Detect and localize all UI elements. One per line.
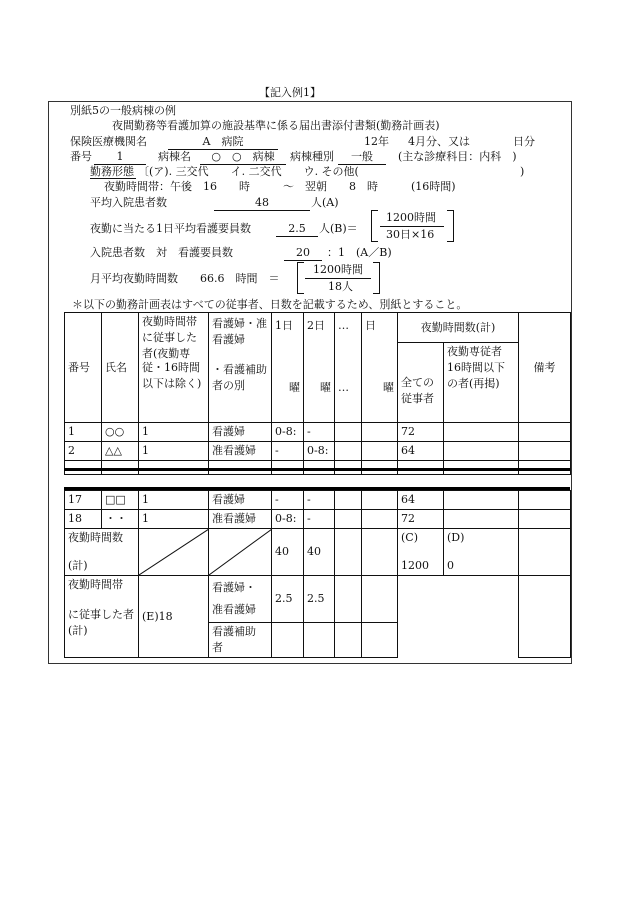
header-night-total: 夜勤時間数(計) (398, 313, 519, 343)
sum-day-1: 40 (272, 529, 304, 576)
table-row: 18 ・・ 1 准看護婦 0-8: - 72 (65, 510, 571, 529)
band-label: 夜勤時間帯 に従事した者 (計) (65, 576, 139, 658)
schedule-table-bottom (64, 490, 571, 658)
sum-diagonal-2 (209, 529, 272, 576)
note-text: ＊以下の勤務計画表はすべての従事者、日数を記載するため、別紙とすること。 (72, 298, 468, 311)
ratio-label: 入院患者数 対 看護要員数 (90, 246, 233, 259)
band-day-1: 2.5 (272, 576, 304, 623)
monthly-fraction-bar (305, 278, 371, 279)
day-text: 日分 (513, 135, 535, 148)
institution-label: 保険医療機関名 (70, 135, 147, 148)
header-day-2: 2日 曜 (304, 313, 335, 423)
header-staff-type: 看護婦・准看護婦 ・看護補助者の別 (209, 313, 272, 423)
band-row (65, 576, 571, 623)
work-form-label: 勤務形態 (90, 165, 134, 178)
night-staff-denominator: 30日×16 (386, 228, 435, 241)
night-staff-value: 2.5 (276, 222, 318, 237)
department-text: (主な診療科目：内科 ) (398, 150, 517, 163)
monthly-denominator: 18人 (328, 280, 353, 293)
band-day-2: 2.5 (304, 576, 335, 623)
example-label: 【記入例1】 (259, 86, 321, 99)
table-row: 17 □□ 1 看護婦 - - 64 (65, 491, 571, 510)
avg-patients-label: 平均入院患者数 (90, 196, 167, 209)
night-staff-bracket-right (447, 210, 454, 242)
night-staff-label: 夜勤に当たる1日平均看護要員数 (90, 222, 251, 235)
sum-d: (D) 0 (444, 529, 519, 576)
schedule-table-top (64, 312, 571, 475)
ward-type-label: 病棟種別 (290, 150, 334, 163)
monthly-numerator: 1200時間 (313, 263, 363, 276)
sum-row (65, 529, 571, 576)
year-text: 12年 (364, 135, 389, 148)
header-day-n: 日 曜 (362, 313, 398, 423)
band-type-2: 看護補助者 (209, 623, 272, 658)
night-hours-text: 夜勤時間帯：午後 16 時 〜 翌朝 8 時 (16時間) (104, 180, 456, 193)
table-break-top (64, 468, 570, 471)
monthly-bracket-left (297, 262, 304, 294)
ward-label: 病棟名 (158, 150, 191, 163)
sum-c: (C) 1200 (398, 529, 444, 576)
institution-name: A 病院 (168, 135, 278, 150)
night-staff-numerator: 1200時間 (386, 211, 436, 224)
header-dedicated: 夜勤専従者16時間以下の者(再掲) (444, 343, 519, 423)
work-form-close: ) (520, 165, 525, 178)
work-form-underline (90, 178, 136, 179)
header-number: 番号 (65, 313, 102, 423)
form-title: 夜間勤務等看護加算の施設基準に係る届出書添付書類(勤務計画表) (112, 119, 440, 132)
sum-label: 夜勤時間数 (計) (65, 529, 139, 576)
work-form-options: 〔(ア). 三交代 イ. 二交代 ウ. その他( (138, 165, 359, 178)
table-row: 1 ○○ 1 看護婦 0-8: - 72 (65, 423, 571, 442)
monthly-bracket-right (373, 262, 380, 294)
night-staff-unit: 人(B)＝ (319, 222, 358, 235)
band-type-1: 看護婦・准看護婦 (209, 576, 272, 623)
sum-day-2: 40 (304, 529, 335, 576)
header-name: 氏名 (102, 313, 139, 423)
ward-type-value: 一般 (338, 150, 386, 165)
header-night-band: 夜勤時間帯に従事した者(夜勤専 従・16時間以下は除く) (139, 313, 209, 423)
header-remarks: 備考 (519, 313, 571, 423)
number-label: 番号 (70, 150, 92, 163)
header-all-staff: 全ての従事者 (398, 343, 444, 423)
band-e: (E)18 (139, 576, 209, 658)
avg-patients-unit: 人(A) (311, 196, 339, 209)
attachment-label: 別紙5の一般病棟の例 (70, 104, 176, 117)
avg-patients-value: 48 (214, 196, 310, 211)
ratio-value: 20 (284, 246, 322, 261)
night-staff-fraction-bar (380, 226, 444, 227)
header-day-1: 1日 曜 (272, 313, 304, 423)
header-dots: … … (335, 313, 362, 423)
sum-diagonal-1 (139, 529, 209, 576)
number-value: 1 (94, 150, 146, 165)
ward-name: ○ ○ 病棟 (200, 150, 286, 165)
night-staff-bracket-left (371, 210, 378, 242)
monthly-label: 月平均夜勤時間数 66.6 時間 ＝ (90, 272, 280, 285)
month-text: 4月分、又は (408, 135, 470, 148)
ratio-suffix: ：1 (A／B) (327, 246, 392, 259)
table-row: 2 △△ 1 准看護婦 - 0-8: 64 (65, 442, 571, 461)
